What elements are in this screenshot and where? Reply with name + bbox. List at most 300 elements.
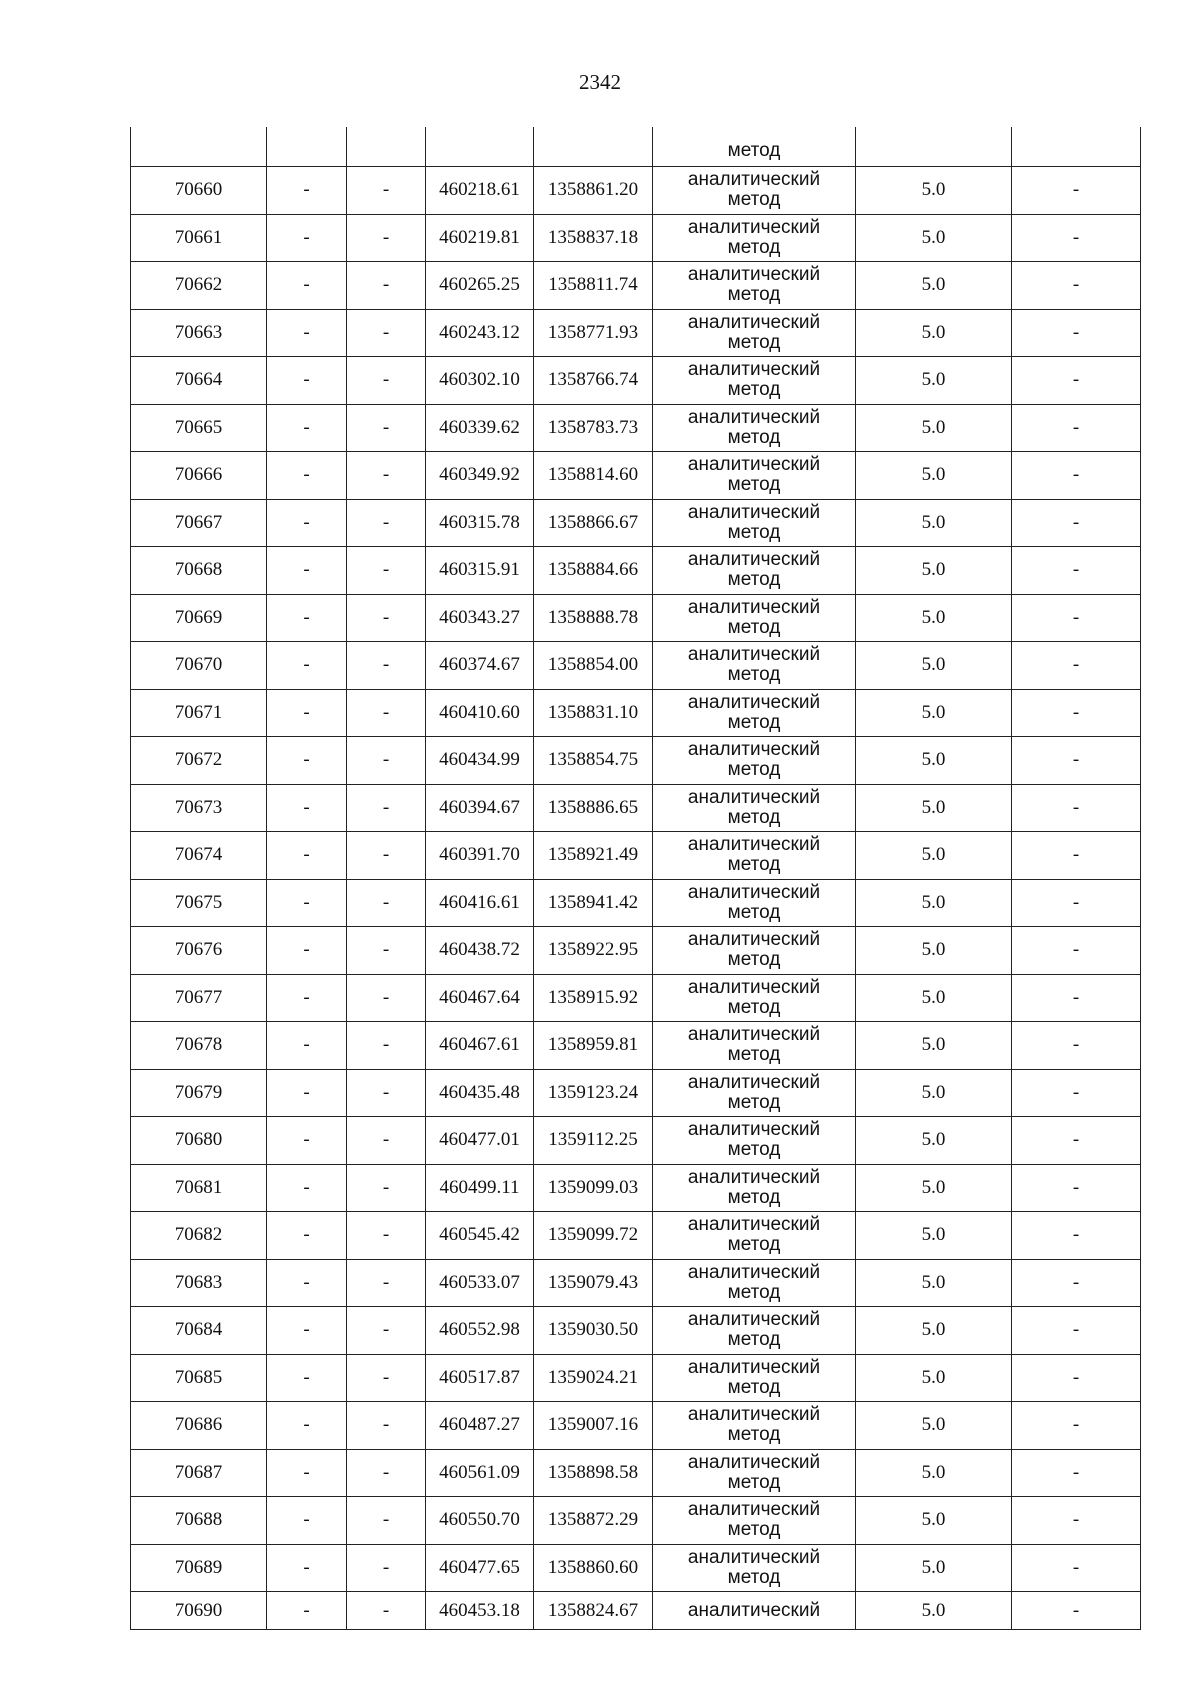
method-text: аналитический	[687, 264, 821, 286]
x-coordinate-cell: 460302.10	[426, 357, 534, 405]
note-cell: -	[1012, 927, 1141, 975]
accuracy-cell: 5.0	[856, 357, 1012, 405]
accuracy-cell: 5.0	[856, 404, 1012, 452]
x-coordinate-cell: 460394.67	[426, 784, 534, 832]
method-cell	[653, 1449, 856, 1497]
page-number: 2342	[579, 70, 621, 94]
method-text: метод	[727, 284, 781, 306]
note-cell: -	[1012, 1354, 1141, 1402]
method-text: аналитический	[687, 1214, 821, 1236]
accuracy-cell: 5.0	[856, 1497, 1012, 1545]
column-2-cell: -	[267, 262, 347, 310]
y-coordinate-cell: 1358814.60	[534, 452, 653, 500]
method-cell	[653, 547, 856, 595]
column-3-cell: -	[347, 1449, 426, 1497]
point-id-cell: 70667	[131, 499, 267, 547]
method-text: метод	[727, 1471, 781, 1493]
accuracy-cell: 5.0	[856, 452, 1012, 500]
table-row	[131, 1497, 1141, 1545]
note-cell: -	[1012, 1544, 1141, 1592]
method-cell	[653, 127, 856, 167]
column-2-cell: -	[267, 214, 347, 262]
point-id-cell: 70686	[131, 1402, 267, 1450]
column-2-cell: -	[267, 1069, 347, 1117]
method-text: аналитический	[687, 549, 821, 571]
column-2-cell: -	[267, 784, 347, 832]
method-text: метод	[727, 1186, 781, 1208]
table-row	[131, 1259, 1141, 1307]
note-cell: -	[1012, 547, 1141, 595]
note-cell: -	[1012, 1449, 1141, 1497]
y-coordinate-cell: 1358854.75	[534, 737, 653, 785]
method-text: метод	[727, 616, 781, 638]
method-text: аналитический	[687, 1071, 821, 1093]
method-cell	[653, 1117, 856, 1165]
table-row	[131, 1402, 1141, 1450]
x-coordinate-cell: 460219.81	[426, 214, 534, 262]
accuracy-cell: 5.0	[856, 1402, 1012, 1450]
column-2-cell: -	[267, 927, 347, 975]
method-cell	[653, 642, 856, 690]
note-cell: -	[1012, 1212, 1141, 1260]
column-3-cell: -	[347, 1592, 426, 1630]
column-2-cell: -	[267, 309, 347, 357]
table-row	[131, 737, 1141, 785]
x-coordinate-cell: 460533.07	[426, 1259, 534, 1307]
y-coordinate-cell: 1358888.78	[534, 594, 653, 642]
accuracy-cell: 5.0	[856, 499, 1012, 547]
table-row	[131, 214, 1141, 262]
x-coordinate-cell: 460545.42	[426, 1212, 534, 1260]
column-3-cell: -	[347, 357, 426, 405]
accuracy-cell: 5.0	[856, 1164, 1012, 1212]
method-text: метод	[727, 1281, 781, 1303]
method-text: метод	[727, 1139, 781, 1161]
y-coordinate-cell: 1358921.49	[534, 832, 653, 880]
column-2-cell: -	[267, 689, 347, 737]
note-cell: -	[1012, 737, 1141, 785]
method-text: аналитический	[687, 454, 821, 476]
x-coordinate-cell: 460218.61	[426, 167, 534, 215]
note-cell: -	[1012, 309, 1141, 357]
point-id-cell: 70666	[131, 452, 267, 500]
method-text: аналитический	[687, 1119, 821, 1141]
x-coordinate-cell: 460315.78	[426, 499, 534, 547]
column-2-cell: -	[267, 357, 347, 405]
x-coordinate-cell: 460343.27	[426, 594, 534, 642]
y-coordinate-cell: 1359099.72	[534, 1212, 653, 1260]
point-id-cell: 70675	[131, 879, 267, 927]
accuracy-cell: 5.0	[856, 1307, 1012, 1355]
point-id-cell: 70662	[131, 262, 267, 310]
method-cell	[653, 452, 856, 500]
point-id-cell: 70661	[131, 214, 267, 262]
method-text: аналитический	[687, 1451, 821, 1473]
column-3-cell: -	[347, 262, 426, 310]
method-cell	[653, 1259, 856, 1307]
table-row	[131, 404, 1141, 452]
table-row	[131, 452, 1141, 500]
method-text: аналитический	[687, 1024, 821, 1046]
x-coordinate-cell: 460499.11	[426, 1164, 534, 1212]
note-cell: -	[1012, 832, 1141, 880]
column-2-cell: -	[267, 452, 347, 500]
column-3-cell: -	[347, 1307, 426, 1355]
column-3-cell: -	[347, 214, 426, 262]
column-3-cell: -	[347, 832, 426, 880]
point-id-cell: 70672	[131, 737, 267, 785]
column-3-cell: -	[347, 1069, 426, 1117]
table-row	[131, 309, 1141, 357]
method-cell	[653, 689, 856, 737]
x-coordinate-cell: 460435.48	[426, 1069, 534, 1117]
column-2-cell: -	[267, 1544, 347, 1592]
table-row	[131, 689, 1141, 737]
table-row	[131, 1307, 1141, 1355]
note-cell: -	[1012, 214, 1141, 262]
x-coordinate-cell: 460434.99	[426, 737, 534, 785]
point-id-cell: 70690	[131, 1592, 267, 1630]
point-id-cell: 70676	[131, 927, 267, 975]
table-cell	[534, 127, 653, 167]
method-text: аналитический	[687, 1166, 821, 1188]
method-cell	[653, 309, 856, 357]
column-3-cell: -	[347, 1212, 426, 1260]
point-id-cell: 70668	[131, 547, 267, 595]
method-text: аналитический	[687, 929, 821, 951]
column-2-cell: -	[267, 1402, 347, 1450]
accuracy-cell: 5.0	[856, 879, 1012, 927]
point-id-cell: 70684	[131, 1307, 267, 1355]
column-2-cell: -	[267, 1497, 347, 1545]
column-3-cell: -	[347, 1259, 426, 1307]
column-3-cell: -	[347, 784, 426, 832]
note-cell: -	[1012, 1402, 1141, 1450]
column-3-cell: -	[347, 1164, 426, 1212]
method-text: метод	[727, 664, 781, 686]
method-cell	[653, 1164, 856, 1212]
method-cell	[653, 1022, 856, 1070]
table-row	[131, 547, 1141, 595]
table-row	[131, 1592, 1141, 1630]
table-row	[131, 784, 1141, 832]
column-2-cell: -	[267, 499, 347, 547]
accuracy-cell: 5.0	[856, 689, 1012, 737]
column-2-cell: -	[267, 1307, 347, 1355]
table-row	[131, 1164, 1141, 1212]
column-3-cell: -	[347, 499, 426, 547]
column-2-cell: -	[267, 737, 347, 785]
accuracy-cell: 5.0	[856, 167, 1012, 215]
method-text: аналитический	[687, 1499, 821, 1521]
point-id-cell: 70674	[131, 832, 267, 880]
coordinates-table	[130, 127, 1141, 1630]
note-cell: -	[1012, 1164, 1141, 1212]
method-text: метод	[727, 1091, 781, 1113]
column-2-cell: -	[267, 167, 347, 215]
method-text: метод	[727, 140, 781, 161]
point-id-cell: 70688	[131, 1497, 267, 1545]
point-id-cell: 70665	[131, 404, 267, 452]
point-id-cell: 70680	[131, 1117, 267, 1165]
accuracy-cell: 5.0	[856, 1022, 1012, 1070]
method-text: аналитический	[687, 311, 821, 333]
method-text: метод	[727, 1044, 781, 1066]
x-coordinate-cell: 460477.01	[426, 1117, 534, 1165]
column-2-cell: -	[267, 404, 347, 452]
method-text: аналитический	[687, 976, 821, 998]
table-row	[131, 1354, 1141, 1402]
point-id-cell: 70678	[131, 1022, 267, 1070]
note-cell: -	[1012, 1497, 1141, 1545]
column-2-cell: -	[267, 642, 347, 690]
accuracy-cell: 5.0	[856, 1544, 1012, 1592]
accuracy-cell: 5.0	[856, 927, 1012, 975]
accuracy-cell: 5.0	[856, 309, 1012, 357]
table-row	[131, 594, 1141, 642]
method-text: метод	[727, 189, 781, 211]
accuracy-cell: 5.0	[856, 1212, 1012, 1260]
method-text: метод	[727, 854, 781, 876]
point-id-cell: 70685	[131, 1354, 267, 1402]
y-coordinate-cell: 1358783.73	[534, 404, 653, 452]
table-row	[131, 1449, 1141, 1497]
y-coordinate-cell: 1359030.50	[534, 1307, 653, 1355]
point-id-cell: 70682	[131, 1212, 267, 1260]
table-row	[131, 262, 1141, 310]
y-coordinate-cell: 1358915.92	[534, 974, 653, 1022]
y-coordinate-cell: 1358922.95	[534, 927, 653, 975]
point-id-cell: 70689	[131, 1544, 267, 1592]
method-text: аналитический	[687, 406, 821, 428]
table-cell	[347, 127, 426, 167]
accuracy-cell: 5.0	[856, 784, 1012, 832]
column-2-cell: -	[267, 1117, 347, 1165]
y-coordinate-cell: 1359099.03	[534, 1164, 653, 1212]
y-coordinate-cell: 1358861.20	[534, 167, 653, 215]
method-cell	[653, 1497, 856, 1545]
point-id-cell: 70677	[131, 974, 267, 1022]
method-text: аналитический	[687, 739, 821, 761]
method-text: метод	[727, 1424, 781, 1446]
x-coordinate-cell: 460243.12	[426, 309, 534, 357]
table-row	[131, 1117, 1141, 1165]
method-text: метод	[727, 379, 781, 401]
y-coordinate-cell: 1358811.74	[534, 262, 653, 310]
y-coordinate-cell: 1358898.58	[534, 1449, 653, 1497]
continuation-row	[131, 127, 1141, 167]
method-text: аналитический	[687, 501, 821, 523]
y-coordinate-cell: 1359024.21	[534, 1354, 653, 1402]
table-row	[131, 974, 1141, 1022]
table-row	[131, 499, 1141, 547]
column-2-cell: -	[267, 1449, 347, 1497]
table-row	[131, 1069, 1141, 1117]
y-coordinate-cell: 1359007.16	[534, 1402, 653, 1450]
method-text: метод	[727, 569, 781, 591]
x-coordinate-cell: 460410.60	[426, 689, 534, 737]
method-cell	[653, 404, 856, 452]
x-coordinate-cell: 460438.72	[426, 927, 534, 975]
method-text: метод	[727, 759, 781, 781]
method-text: аналитический	[687, 596, 821, 618]
method-text: аналитический	[687, 1356, 821, 1378]
point-id-cell: 70673	[131, 784, 267, 832]
table-cell	[856, 127, 1012, 167]
method-cell	[653, 1307, 856, 1355]
method-text: метод	[727, 949, 781, 971]
method-text: метод	[727, 1519, 781, 1541]
table-row	[131, 832, 1141, 880]
y-coordinate-cell: 1358854.00	[534, 642, 653, 690]
note-cell: -	[1012, 1069, 1141, 1117]
note-cell: -	[1012, 167, 1141, 215]
note-cell: -	[1012, 1259, 1141, 1307]
column-3-cell: -	[347, 1497, 426, 1545]
table-cell	[1012, 127, 1141, 167]
y-coordinate-cell: 1358959.81	[534, 1022, 653, 1070]
column-2-cell: -	[267, 1354, 347, 1402]
method-text: аналитический	[687, 881, 821, 903]
y-coordinate-cell: 1359123.24	[534, 1069, 653, 1117]
x-coordinate-cell: 460391.70	[426, 832, 534, 880]
x-coordinate-cell: 460487.27	[426, 1402, 534, 1450]
accuracy-cell: 5.0	[856, 642, 1012, 690]
x-coordinate-cell: 460477.65	[426, 1544, 534, 1592]
method-cell	[653, 737, 856, 785]
method-text: метод	[727, 236, 781, 258]
table-cell	[267, 127, 347, 167]
column-3-cell: -	[347, 309, 426, 357]
x-coordinate-cell: 460374.67	[426, 642, 534, 690]
accuracy-cell: 5.0	[856, 1592, 1012, 1630]
method-cell	[653, 927, 856, 975]
x-coordinate-cell: 460453.18	[426, 1592, 534, 1630]
accuracy-cell: 5.0	[856, 547, 1012, 595]
x-coordinate-cell: 460416.61	[426, 879, 534, 927]
point-id-cell: 70660	[131, 167, 267, 215]
column-3-cell: -	[347, 642, 426, 690]
method-text: метод	[727, 996, 781, 1018]
method-cell	[653, 1354, 856, 1402]
column-3-cell: -	[347, 1117, 426, 1165]
method-cell	[653, 594, 856, 642]
method-text: аналитический	[687, 216, 821, 238]
x-coordinate-cell: 460315.91	[426, 547, 534, 595]
accuracy-cell: 5.0	[856, 262, 1012, 310]
table-row	[131, 879, 1141, 927]
y-coordinate-cell: 1358866.67	[534, 499, 653, 547]
table-row	[131, 927, 1141, 975]
method-text: метод	[727, 521, 781, 543]
column-3-cell: -	[347, 1354, 426, 1402]
note-cell: -	[1012, 784, 1141, 832]
y-coordinate-cell: 1358831.10	[534, 689, 653, 737]
method-cell	[653, 357, 856, 405]
method-text: аналитический	[687, 169, 821, 191]
table-row	[131, 1212, 1141, 1260]
table-row	[131, 642, 1141, 690]
y-coordinate-cell: 1358941.42	[534, 879, 653, 927]
accuracy-cell: 5.0	[856, 214, 1012, 262]
method-text: метод	[727, 1234, 781, 1256]
method-text: аналитический	[687, 644, 821, 666]
method-cell	[653, 499, 856, 547]
table-cell	[426, 127, 534, 167]
column-3-cell: -	[347, 689, 426, 737]
method-text: аналитический	[687, 691, 821, 713]
x-coordinate-cell: 460339.62	[426, 404, 534, 452]
method-cell	[653, 974, 856, 1022]
table-row	[131, 167, 1141, 215]
method-text: метод	[727, 331, 781, 353]
y-coordinate-cell: 1359079.43	[534, 1259, 653, 1307]
method-text: аналитический	[687, 359, 821, 381]
column-2-cell: -	[267, 1212, 347, 1260]
accuracy-cell: 5.0	[856, 594, 1012, 642]
method-text: метод	[727, 1566, 781, 1588]
method-text: аналитический	[687, 786, 821, 808]
method-text: аналитический	[687, 1309, 821, 1331]
y-coordinate-cell: 1358766.74	[534, 357, 653, 405]
method-text: метод	[727, 474, 781, 496]
note-cell: -	[1012, 642, 1141, 690]
method-cell	[653, 1592, 856, 1630]
point-id-cell: 70687	[131, 1449, 267, 1497]
point-id-cell: 70664	[131, 357, 267, 405]
column-2-cell: -	[267, 879, 347, 927]
column-3-cell: -	[347, 167, 426, 215]
accuracy-cell: 5.0	[856, 1259, 1012, 1307]
column-3-cell: -	[347, 1544, 426, 1592]
method-text: аналитический	[687, 1599, 821, 1621]
point-id-cell: 70683	[131, 1259, 267, 1307]
method-cell	[653, 879, 856, 927]
column-3-cell: -	[347, 1022, 426, 1070]
note-cell: -	[1012, 1117, 1141, 1165]
method-cell	[653, 784, 856, 832]
column-2-cell: -	[267, 547, 347, 595]
x-coordinate-cell: 460467.61	[426, 1022, 534, 1070]
column-2-cell: -	[267, 1592, 347, 1630]
y-coordinate-cell: 1358884.66	[534, 547, 653, 595]
note-cell: -	[1012, 879, 1141, 927]
column-3-cell: -	[347, 547, 426, 595]
note-cell: -	[1012, 357, 1141, 405]
table-row	[131, 1544, 1141, 1592]
x-coordinate-cell: 460349.92	[426, 452, 534, 500]
x-coordinate-cell: 460467.64	[426, 974, 534, 1022]
accuracy-cell: 5.0	[856, 974, 1012, 1022]
point-id-cell: 70669	[131, 594, 267, 642]
x-coordinate-cell: 460517.87	[426, 1354, 534, 1402]
accuracy-cell: 5.0	[856, 1354, 1012, 1402]
method-text: метод	[727, 806, 781, 828]
method-cell	[653, 262, 856, 310]
table-row	[131, 357, 1141, 405]
point-id-cell: 70670	[131, 642, 267, 690]
note-cell: -	[1012, 1022, 1141, 1070]
column-3-cell: -	[347, 737, 426, 785]
accuracy-cell: 5.0	[856, 1117, 1012, 1165]
note-cell: -	[1012, 499, 1141, 547]
x-coordinate-cell: 460265.25	[426, 262, 534, 310]
column-3-cell: -	[347, 1402, 426, 1450]
note-cell: -	[1012, 404, 1141, 452]
note-cell: -	[1012, 689, 1141, 737]
method-cell	[653, 167, 856, 215]
method-cell	[653, 1212, 856, 1260]
